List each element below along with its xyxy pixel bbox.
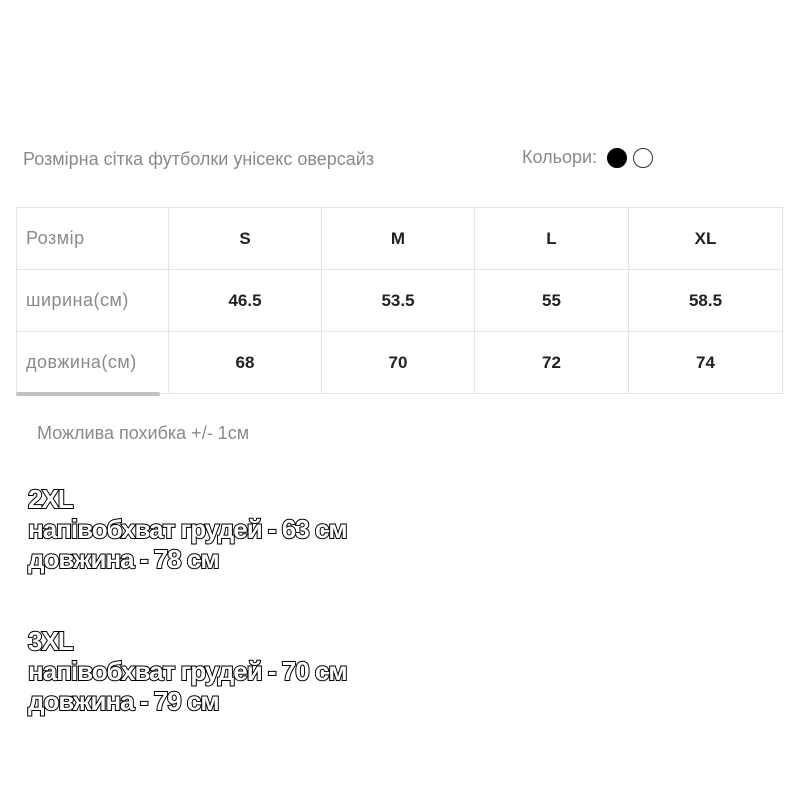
black-color-swatch[interactable] [607, 148, 627, 168]
size-2xl-chest: напівобхват грудей - 63 см [28, 514, 347, 544]
length-row-label: довжина(см) [17, 332, 169, 394]
colors-label: Кольори: [522, 147, 598, 167]
size-2xl-length: довжина - 78 см [28, 544, 219, 574]
table-header-row [17, 208, 783, 270]
tolerance-note: Можлива похибка +/- 1см [37, 423, 250, 443]
table-cell: 46.5 [169, 270, 322, 332]
table-row [17, 270, 783, 332]
table-cell: 72 [475, 332, 629, 394]
table-row [17, 332, 783, 394]
size-m-header: M [322, 208, 475, 270]
size-3xl-title: 3XL [28, 626, 73, 656]
table-cell: 68 [169, 332, 322, 394]
table-cell: 58.5 [629, 270, 783, 332]
size-2xl-block [28, 484, 347, 574]
size-l-header: L [475, 208, 629, 270]
size-3xl-block [28, 626, 347, 716]
table-cell: 55 [475, 270, 629, 332]
white-color-swatch[interactable] [633, 148, 653, 168]
size-xl-header: XL [629, 208, 783, 270]
table-cell: 53.5 [322, 270, 475, 332]
horizontal-scroll-indicator[interactable] [16, 392, 160, 396]
size-3xl-length: довжина - 79 см [28, 686, 219, 716]
size-header-label: Розмір [17, 208, 169, 270]
colors-row [522, 147, 659, 168]
size-chart-title: Розмірна сітка футболки унісекс оверсайз [23, 149, 375, 169]
width-row-label: ширина(см) [17, 270, 169, 332]
size-s-header: S [169, 208, 322, 270]
table-cell: 74 [629, 332, 783, 394]
size-3xl-chest: напівобхват грудей - 70 см [28, 656, 347, 686]
size-table [16, 207, 783, 394]
size-2xl-title: 2XL [28, 484, 73, 514]
table-cell: 70 [322, 332, 475, 394]
